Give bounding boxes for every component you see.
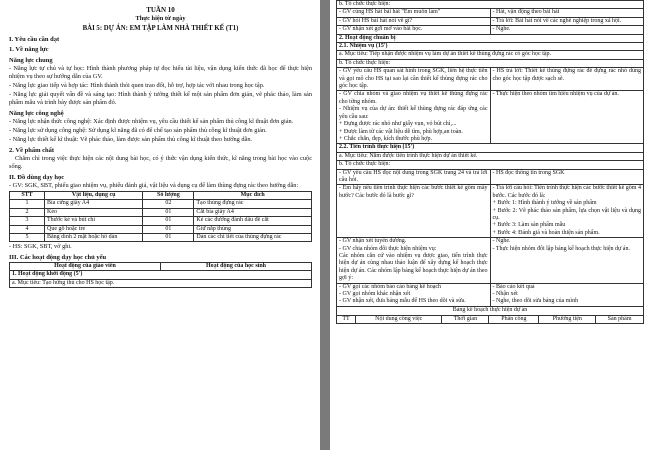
general-competence-title: Năng lực chung [9, 56, 53, 64]
table-row [10, 279, 312, 287]
lesson-title: BÀI 5: DỰ ÁN: EM TẬP LÀM NHÀ THIẾT KẾ (T1) [82, 24, 239, 32]
section-competence: 1. Về năng lực [9, 46, 49, 53]
section-qualities: 2. Về phẩm chất [9, 147, 55, 154]
table-cell: 01 [143, 234, 194, 242]
teacher-activity: - GV nhận xét tuyên dương. [339, 238, 407, 245]
table-cell: Kẻ các đường đánh dấu để cắt [194, 217, 312, 225]
table-row [337, 185, 644, 238]
table-row [337, 51, 644, 59]
table-cell: - GV nhận xét gợi mở vào bài học. [337, 26, 491, 34]
table-header: Hoạt động của giáo viên [10, 263, 161, 271]
materials-table [9, 191, 312, 242]
table-row [337, 17, 644, 25]
activity-heading: 2. Hoạt động chuẩn bị [337, 34, 644, 42]
table-cell: Tạo thùng đựng rác [194, 200, 312, 208]
list-item: + Bước 3: Làm sản phẩm mẫu [492, 222, 566, 229]
student-activity: - Trả lời câu hỏi: Tiến trình thực hiện các bước thiết kế gồm 4 bước. Các bước đó là: [492, 185, 641, 199]
table-row [337, 34, 644, 42]
table-row [10, 217, 312, 225]
table-cell: - GV cùng HS hát bài hát "Em muốn làm" [337, 9, 491, 17]
plan-table [336, 306, 644, 324]
table-row [337, 161, 644, 169]
week-title: TUẦN 10 [146, 6, 175, 14]
table-cell: - GV hỏi HS bài hát nói về gì? [337, 17, 491, 25]
table-row [337, 1, 644, 9]
table-cell: 01 [143, 208, 194, 216]
activities-table [9, 262, 312, 288]
table-row [337, 43, 644, 51]
table-row [337, 144, 644, 152]
table-row [10, 271, 312, 279]
table-header: TT [337, 315, 356, 323]
teacher-activity: Các nhóm căn cứ vào nhiệm vụ được giao, tiến trình thực hiện dự án cùng nhau thảo luận để xây dựng kế hoạch thực hiện dự án. Các nhóm lập bảng kế hoạch thực hiện dự án theo gợi ý: [339, 253, 488, 282]
student-activity: - Thực hiện theo nhóm tìm hiểu nhiệm vụ của dự án. [492, 91, 619, 98]
list-item: + Bước 1: Hình thành ý tưởng về sản phẩm [492, 200, 597, 207]
table-header: STT [10, 191, 45, 199]
table-header: Số lượng [143, 191, 194, 199]
teacher-activity: - GV nhận xét, đưa bảng mẫu để HS theo dõi và sửa. [339, 298, 466, 305]
table-cell: Bìa cứng giấy A4 [45, 200, 143, 208]
activities-table-continued [336, 0, 644, 307]
activity-heading: 2.2. Tiến trình thực hiện (15') [337, 144, 644, 152]
activity-goal: a. Mục tiêu: Tạo hứng thú cho HS học tập. [10, 279, 312, 287]
competence-paragraph: - Năng lực giải quyết vấn đề và sáng tạo: Hình thành ý tưởng thiết kế một sản phẩm đơn giản, vẽ phác thảo, làm sản phẩm mẫu và trình bày được sản phẩm đó. [9, 91, 312, 107]
table-cell: - Hát, vận động theo bài hát [490, 9, 644, 17]
competence-paragraph: - Năng lực nhận thức công nghệ: Xác định được nhiệm vụ, yêu cầu thiết kế sản phẩm thủ công kĩ thuật đơn giản. [9, 117, 294, 125]
table-row [337, 238, 644, 283]
list-item: + Được làm từ các vật liệu dễ tìm, phù hợp,an toàn. [339, 128, 463, 135]
table-cell: Băng dính 2 mặt hoặc hồ dán [45, 234, 143, 242]
table-row [337, 9, 644, 17]
section-activities: III. Các hoạt động dạy học chủ yếu [9, 254, 107, 261]
table-cell: - Nghe. [490, 26, 644, 34]
table-cell: Cắt bìa giấy A4 [194, 208, 312, 216]
section-objectives: I. Yêu cầu cần đạt [9, 35, 60, 43]
list-item: + Bước 2: Vẽ phác thảo sản phẩm, lựa chọn vật liệu và dụng cụ. [492, 207, 641, 221]
section-materials: II. Đồ dùng dạy học [9, 173, 65, 181]
activity-heading: 1. Hoạt động khởi động (5') [10, 271, 312, 279]
student-activity: - HS trả lời: Thiết kế thùng đựng rác để đựng rác nhỏ dùng cho góc học tập được sạch sẽ. [492, 68, 641, 82]
competence-paragraph: - Năng lực tự chủ và tự học: Hình thành phương pháp tự đọc hiểu tài liệu, vận dụng kiến thức đã học để thực hiện nhiệm vụ theo sự hướng dẫn của GV. [9, 64, 312, 80]
teacher-activity: - Em hãy nêu tiến trình thực hiện các bước thiết kế gồm mấy bước? Các bước đó là bước gì? [339, 185, 488, 199]
materials-paragraph: - GV: SGK, SBT, phiếu giao nhiệm vụ, phiếu đánh giá, vật liệu và dụng cụ để làm thùng đựng rác theo hướng dẫn: [9, 181, 299, 189]
list-item: + Bước 4: Đánh giá và hoàn thiện sản phẩm. [492, 229, 600, 236]
right-page [330, 0, 650, 450]
table-cell: b. Tổ chức thực hiện: [337, 161, 644, 169]
date-line: Thực hiện từ ngày [135, 15, 186, 22]
table-row [337, 169, 644, 185]
table-cell: Dán các chi tiết của thùng đựng rác [194, 234, 312, 242]
student-materials: - HS: SGK, SBT, vở ghi. [9, 243, 72, 251]
list-item: + Đựng được rác nhỏ như giấy vụn, vỏ bút chì,... [339, 121, 457, 128]
table-cell: 02 [143, 200, 194, 208]
table-cell: 01 [143, 217, 194, 225]
table-row [337, 91, 644, 144]
table-cell: b. Tổ chức thực hiện: [337, 1, 644, 9]
teacher-activity: - GV yêu cầu HS quan sát hình trong SGK, liên hệ thực tiễn và gọi mô cho HS tại sao lại cần thiết kế thùng đựng rác cho góc học tập. [339, 68, 488, 90]
table-cell: Que gỗ hoặc tre [45, 225, 143, 233]
table-header: Nội dung công việc [356, 315, 442, 323]
student-activity: - Thực hiện nhóm đôi lập bảng kế hoạch thực hiện dự án. [492, 245, 630, 252]
tech-competence-title: Năng lực công nghệ [9, 109, 64, 117]
teacher-activity: - Nhiệm vụ của dự án: thiết kế thùng đựng rác đáp ứng các yêu cầu sau: [339, 106, 488, 120]
table-cell: 01 [143, 225, 194, 233]
table-row [337, 68, 644, 91]
table-row [337, 59, 644, 67]
table-row [337, 283, 644, 306]
competence-paragraph: - Năng lực thiết kế kĩ thuật: Vẽ phác thảo, làm được sản phẩm thủ công kĩ thuật theo hướng dẫn. [9, 136, 253, 144]
table-cell: Kéo [45, 208, 143, 216]
student-activity: - Báo cáo kết quả [492, 283, 535, 290]
table-row [337, 152, 644, 160]
table-header: Hoạt động của học sinh [161, 263, 312, 271]
student-activity: - Nghe. [492, 238, 511, 245]
table-header: Thời gian [442, 315, 489, 323]
table-header: Mục đích [194, 191, 312, 199]
student-activity: - Nghe, theo dõi sửa bảng của mình [492, 298, 579, 305]
activity-heading: 2.1. Nhiệm vụ (15') [337, 43, 644, 51]
plan-table-title: Bảng kế hoạch thực hiện dự án [337, 307, 644, 315]
table-header: Sản phẩm [596, 315, 644, 323]
table-cell: Thước kẻ và bút chì [45, 217, 143, 225]
left-page [0, 0, 320, 450]
table-header: Phương tiện [539, 315, 596, 323]
table-cell: 5 [10, 234, 45, 242]
table-row [337, 26, 644, 34]
table-cell: 3 [10, 217, 45, 225]
teacher-activity: - GV gọi nhóm khác nhận xét [339, 291, 411, 298]
table-cell: 1 [10, 200, 45, 208]
table-header: Phân công [489, 315, 539, 323]
table-cell: 4 [10, 225, 45, 233]
table-cell: Giữ nắp thùng [194, 225, 312, 233]
teacher-activity: - GV gọi các nhóm báo cáo bảng kế hoạch [339, 283, 442, 290]
activity-goal: a. Mục tiêu: Nắm được tiến trình thực hiện dự án thiết kế. [337, 152, 644, 160]
table-header: Vật liệu, dụng cụ [45, 191, 143, 199]
list-item: + Chắc chắn, đẹp, kích thước phù hợp. [339, 135, 432, 142]
table-cell: b. Tổ chức thực hiện: [337, 59, 644, 67]
qualities-paragraph: Chăm chỉ trong việc thực hiện các nội dung bài học, có ý thức vận dụng kiến thức, kĩ năng trong bài học vào cuộc sống. [9, 155, 312, 171]
table-row [10, 234, 312, 242]
student-activity: - Nhận xét [492, 291, 518, 298]
table-cell: - Trả lời: Bài hát nói về các nghề nghiệp trong xã hội. [490, 17, 644, 25]
table-row [10, 225, 312, 233]
competence-paragraph: - Năng lực sử dụng công nghệ: Sử dụng kĩ năng đã có để chế tạo sản phẩm thủ công kĩ thuật đơn giản. [9, 127, 267, 135]
teacher-activity: - GV chia nhóm đôi thực hiện nhiệm vụ: [339, 245, 437, 252]
table-row [10, 208, 312, 216]
teacher-activity: - GV yêu cầu HS đọc nội dung trong SGK trang 24 và trả lời câu hỏi. [339, 169, 488, 183]
activity-goal: a. Mục tiêu: Tiếp nhận được nhiệm vụ làm dự án thiết kế thùng đựng rác có góc học tập. [337, 51, 644, 59]
table-cell: 2 [10, 208, 45, 216]
table-row [10, 200, 312, 208]
student-activity: - HS đọc thông tin trong SGK [492, 169, 565, 176]
teacher-activity: - GV chia nhóm và giao nhiệm vụ thiết kế thùng đựng rác cho từng nhóm. [339, 91, 488, 105]
competence-paragraph: - Năng lực giao tiếp và hợp tác: Hình thành thói quen trao đổi, hỗ trợ, hợp tác với nhau trong học tập. [9, 81, 265, 89]
page-gutter [320, 0, 330, 450]
